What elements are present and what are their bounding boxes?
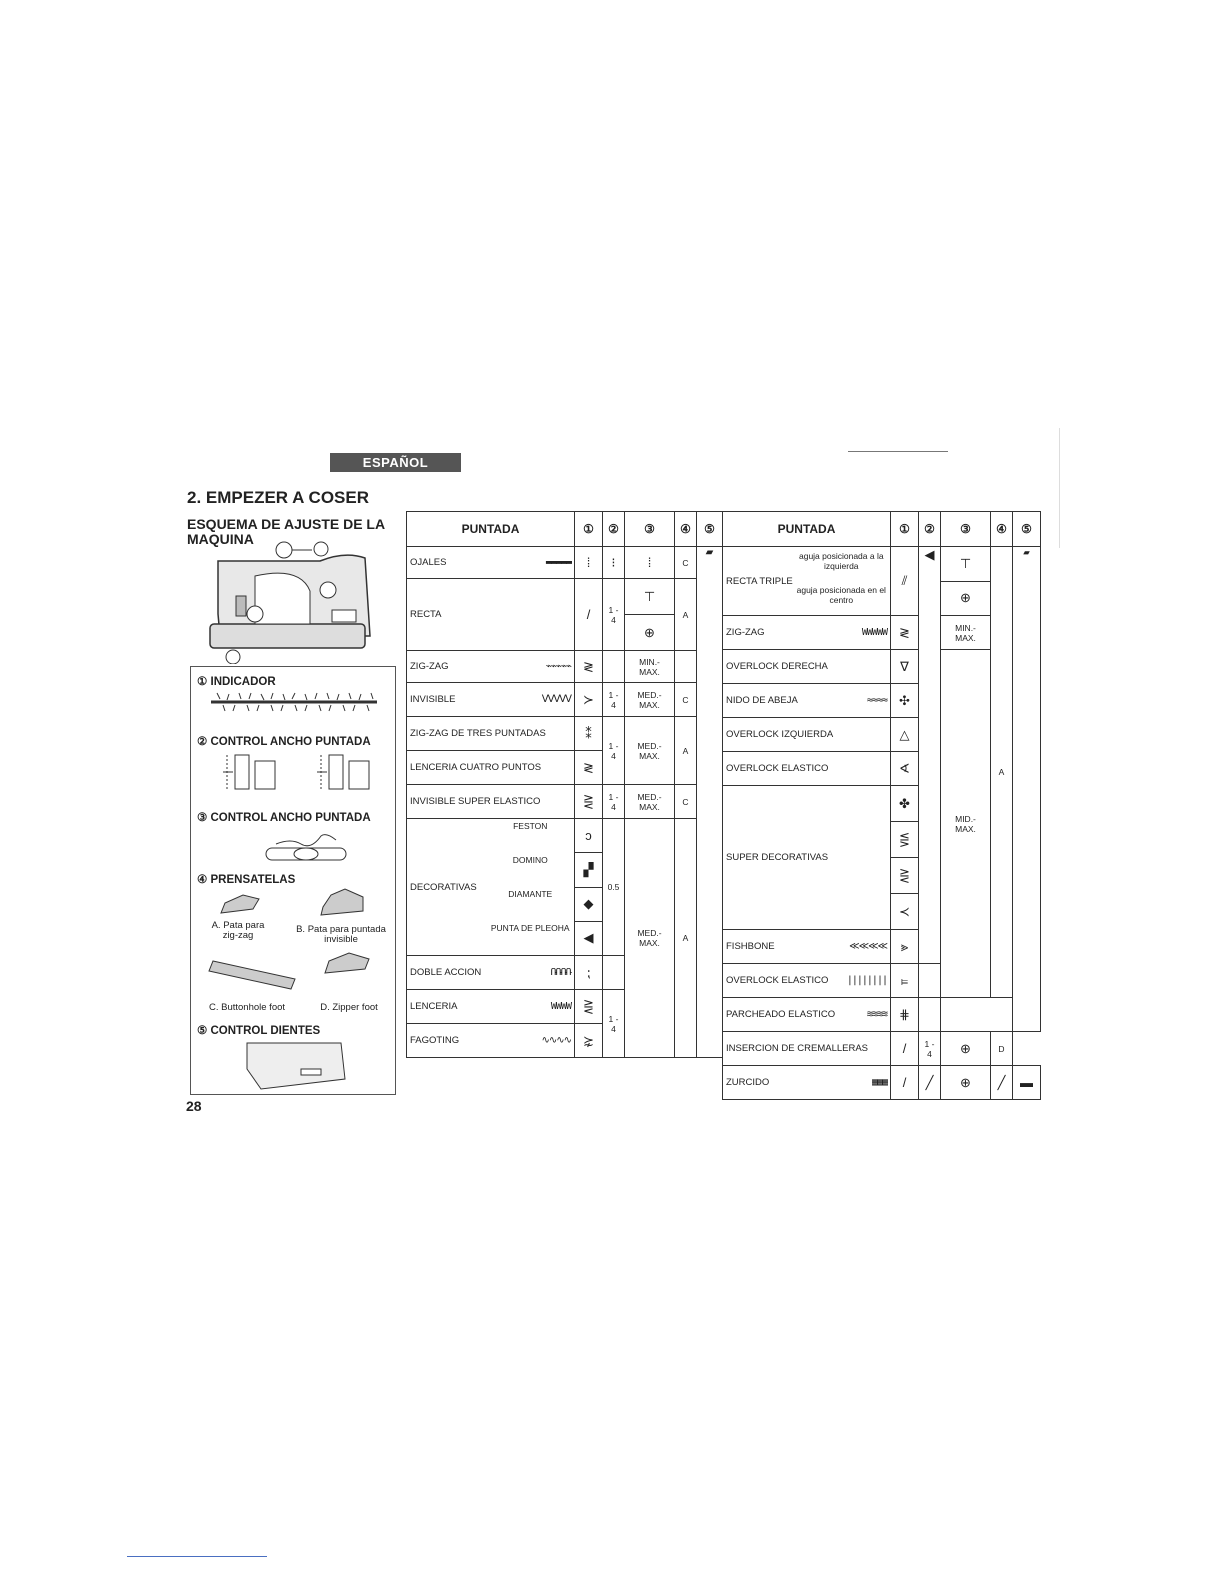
zurcido-foot-na: ╱ (991, 1066, 1013, 1100)
overlock-right-icon: ∇ (891, 650, 919, 684)
header-rule (848, 451, 948, 452)
super-dec-1-icon: ✤ (891, 786, 919, 822)
straight-stitch-icon: / (575, 579, 603, 651)
foot-b-label: B. Pata para puntada invisible (296, 924, 386, 945)
header-puntada-r: PUNTADA (723, 512, 891, 547)
ojales-foot: C (675, 547, 697, 579)
legend-indicador: ① INDICADOR (197, 676, 276, 688)
invisible-icon: ≻ (575, 683, 603, 717)
header-c5: ⑤ (697, 512, 723, 547)
language-tab: ESPAÑOL (330, 453, 461, 472)
super-dec-2-icon: ⋚ (891, 822, 919, 858)
super-stretch-icon: ⋛ (575, 785, 603, 819)
zipper-stitch-icon: / (891, 1032, 919, 1066)
row-zurcido: ZURCIDO ▦▦▦ (723, 1066, 891, 1100)
header-c4: ④ (675, 512, 697, 547)
lingerie-four-icon: ≷ (575, 751, 603, 785)
header-c1-r: ① (891, 512, 919, 547)
section-subtitle: ESQUEMA DE AJUSTE DE LA MAQUINA (187, 516, 385, 547)
width-control-icons (207, 751, 382, 793)
is-foot: C (675, 785, 697, 819)
legend-control-dientes: ⑤ CONTROL DIENTES (197, 1025, 321, 1037)
overlock-stretch2-icon: ⫢ (891, 964, 919, 998)
row-zigzag-r: ZIG-ZAG WWWWW (723, 616, 891, 650)
lingerie-icon: ⋛ (575, 990, 603, 1024)
legend-prensatelas: ④ PRENSATELAS (197, 874, 296, 886)
fishbone-icon: ⪢ (891, 930, 919, 964)
length-control-icon (261, 830, 351, 862)
diamond-icon: ◆ (575, 887, 603, 921)
is-width: 1 - 4 (603, 785, 625, 819)
header-c5-r: ⑤ (1013, 512, 1041, 547)
stitch-table-left (406, 511, 723, 1058)
feed-dog-control-icon (241, 1039, 351, 1093)
dec-foot: A (675, 819, 697, 1058)
row-recta: RECTA (407, 579, 575, 651)
ins-foot: D (991, 1032, 1013, 1066)
zigzag-icon: ≷ (575, 651, 603, 683)
recta-width: 1 - 4 (603, 579, 625, 651)
buttonhole-length-icon: ⁞ (625, 547, 675, 579)
zigzag-length-r: MIN.- MAX. (941, 616, 991, 650)
needle-center-icon-ins: ⊕ (941, 1032, 991, 1066)
needle-center-icon: ⊕ (625, 615, 675, 651)
is-length: MED.- MAX. (625, 785, 675, 819)
triple-stitch-icon: ⫽ (891, 547, 919, 616)
row-ojales: OJALES ▬▬▬▬▬ (407, 547, 575, 579)
row-parcheado: PARCHEADO ELASTICO ≋≋≋≋ (723, 998, 891, 1032)
sewing-machine-illustration (200, 536, 390, 664)
stitch-table-right (722, 511, 1041, 1100)
row-overlock-el2: OVERLOCK ELASTICO |||||||| (723, 964, 891, 998)
header-puntada: PUNTADA (407, 512, 575, 547)
honeycomb-icon: ✣ (891, 684, 919, 718)
header-c1: ① (575, 512, 603, 547)
zigzag-length: MIN.- MAX. (625, 651, 675, 683)
lc-length: MED.- MAX. (625, 717, 675, 785)
foot-c-label: C. Buttonhole foot (208, 1002, 286, 1013)
col4-a: A (991, 547, 1013, 998)
row-lenceria-cuatro: LENCERIA CUATRO PUNTOS (407, 751, 575, 785)
three-step-zigzag-icon: ⁑ (575, 717, 603, 751)
row-fagoting: FAGOTING ∿∿∿∿ (407, 1024, 575, 1058)
row-lenceria: LENCERIA WWWW (407, 990, 575, 1024)
bottom-link-rule (127, 1556, 267, 1557)
row-fishbone: FISHBONE ≪≪≪≪ (723, 930, 891, 964)
lc-width: 1 - 4 (603, 717, 625, 785)
row-super-dec: SUPER DECORATIVAS (723, 786, 891, 930)
domino-icon: ▞ (575, 853, 603, 887)
presser-feet-ab-icons (213, 885, 373, 925)
needle-left-icon: ⊤ (625, 579, 675, 615)
header-c2-r: ② (919, 512, 941, 547)
row-invisible-super: INVISIBLE SUPER ELASTICO (407, 785, 575, 819)
header-c4-r: ④ (991, 512, 1013, 547)
super-dec-4-icon: ≺ (891, 894, 919, 930)
header-c3: ③ (625, 512, 675, 547)
row-overlock-el: OVERLOCK ELASTICO (723, 752, 891, 786)
row-insercion: INSERCION DE CREMALLERAS (723, 1032, 891, 1066)
buttonhole-icon: ⁞ (575, 547, 603, 579)
needle-center-icon-r: ⊕ (941, 581, 991, 616)
dec-width: 0.5 (603, 819, 625, 956)
overlock-left-icon: △ (891, 718, 919, 752)
page-number: 28 (186, 1098, 202, 1114)
fagoting-icon: ⋩ (575, 1024, 603, 1058)
header-c3-r: ③ (941, 512, 991, 547)
ins-width: 1 - 4 (919, 1032, 941, 1066)
row-nido: NIDO DE ABEJA ≈≈≈≈ (723, 684, 891, 718)
legend-box (190, 666, 396, 1095)
recta-foot: A (675, 579, 697, 651)
patchwork-icon: ⋕ (891, 998, 919, 1032)
arrowhead-icon: ◀ (575, 921, 603, 955)
feed-dog-arrow: ▰ (697, 547, 723, 1058)
width-arrow: ◀ (919, 547, 941, 964)
zigzag-icon-r: ≷ (891, 616, 919, 650)
double-action-icon: ⁏ (575, 956, 603, 990)
stitch-indicator-icons (209, 691, 379, 713)
scallop-icon: ↄ (575, 819, 603, 853)
row-decorativas: DECORATIVAS FESTON DOMINO DIAMANTE PUNTA DE PLEOHA (407, 819, 575, 956)
feed-dog-arrow-r: ▰ (1013, 547, 1041, 1032)
row-zigzag-tres: ZIG-ZAG DE TRES PUNTADAS (407, 717, 575, 751)
row-recta-triple: RECTA TRIPLE aguja posicionada a la izquierda aguja posicionada en el centro (723, 547, 891, 616)
row-invisible: INVISIBLE ᐯᐯᐯᐯᐯ (407, 683, 575, 717)
needle-left-icon-r: ⊤ (941, 547, 991, 582)
header-c2: ② (603, 512, 625, 547)
section-title: 2. EMPEZER A COSER (187, 488, 369, 507)
lc-foot: A (675, 717, 697, 785)
invisible-length: MED.- MAX. (625, 683, 675, 717)
row-overlock-izq: OVERLOCK IZQUIERDA (723, 718, 891, 752)
mid-length: MID.- MAX. (941, 650, 991, 998)
legend-control-ancho-1: ② CONTROL ANCHO PUNTADA (197, 736, 371, 748)
needle-center-icon-zur: ⊕ (941, 1066, 991, 1100)
row-doble-accion: DOBLE ACCION ՌՌՌՌ (407, 956, 575, 990)
row-overlock-der: OVERLOCK DERECHA (723, 650, 891, 684)
foot-a-label: A. Pata para zig-zag (211, 920, 265, 941)
super-dec-3-icon: ⋛ (891, 858, 919, 894)
overlock-stretch-icon: ∢ (891, 752, 919, 786)
darning-icon: / (891, 1066, 919, 1100)
buttonhole-width-icon: ⁝ (603, 547, 625, 579)
foot-d-label: D. Zipper foot (320, 1002, 378, 1013)
invisible-width: 1 - 4 (603, 683, 625, 717)
row-zigzag: ZIG-ZAG ⌁⌁⌁⌁⌁ (407, 651, 575, 683)
len-width: 1 - 4 (603, 990, 625, 1058)
zurcido-width-na: ╱ (919, 1066, 941, 1100)
invisible-foot: C (675, 683, 697, 717)
legend-control-ancho-2: ③ CONTROL ANCHO PUNTADA (197, 812, 371, 824)
dec-length: MED.- MAX. (625, 819, 675, 1058)
feed-dog-down-icon: ▬ (1013, 1066, 1041, 1100)
page-edge-line (1059, 428, 1060, 548)
presser-feet-cd-icons (205, 949, 385, 999)
